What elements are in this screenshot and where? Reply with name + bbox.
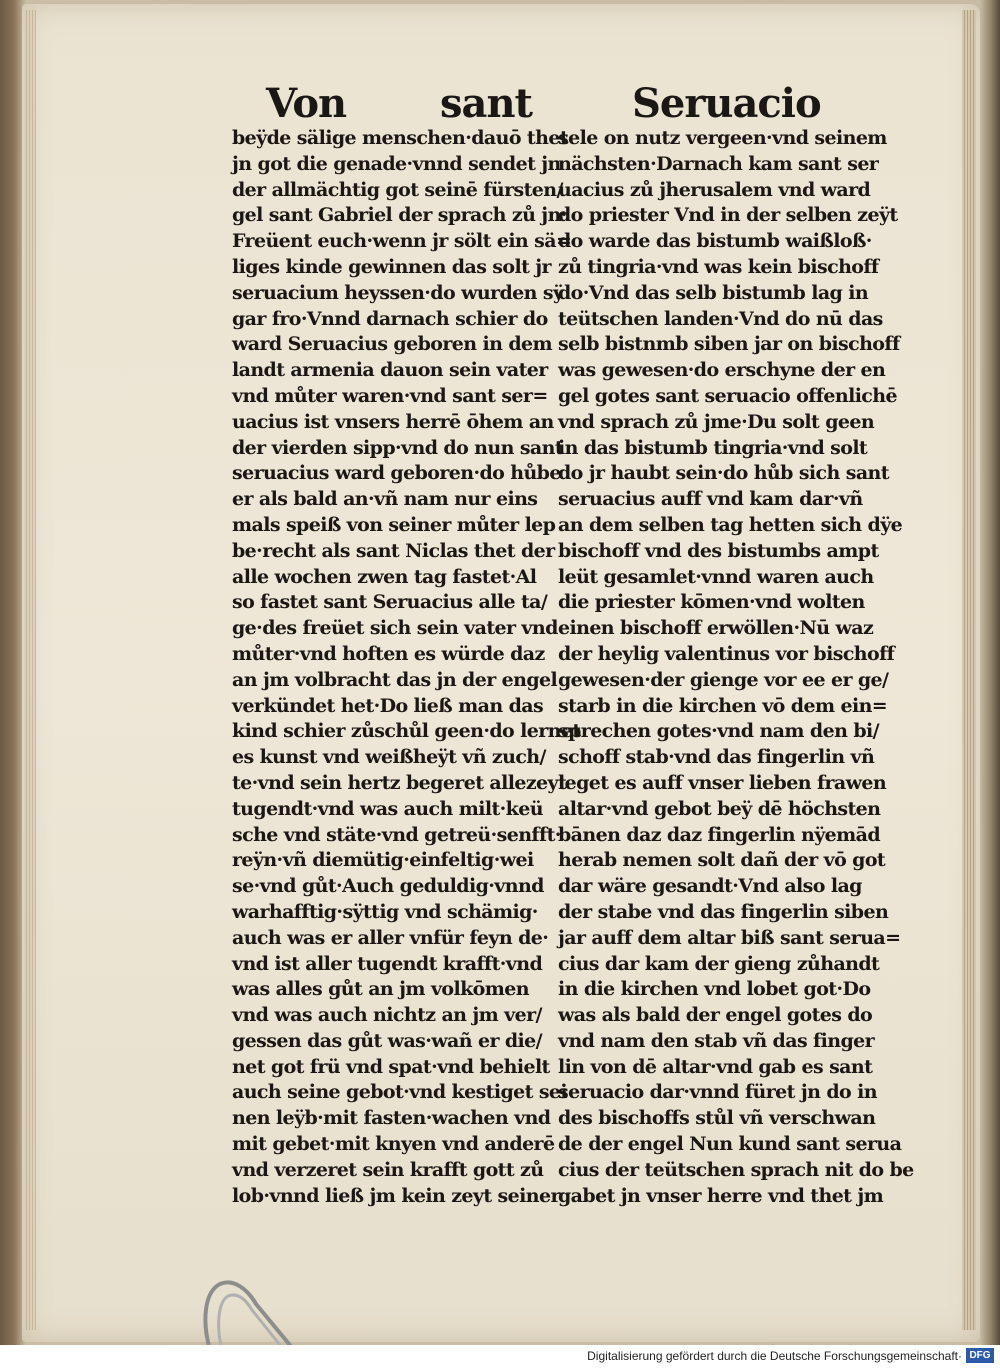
header-word-von: Von — [266, 80, 347, 127]
footer-bar — [0, 1345, 1000, 1368]
text-line: leüt gesamlet·vnnd waren auch — [558, 565, 874, 588]
text-line: in das bistumb tingria·vnd solt — [558, 436, 868, 459]
text-line: gabet jn vnser herre vnd thet jm — [558, 1184, 884, 1207]
text-line: do jr haubt sein·do hůb sich sant — [558, 462, 889, 485]
text-line: dar wäre gesandt·Vnd also lag — [558, 875, 862, 898]
text-line: der allmächtig got seinē fürsten/ — [232, 178, 563, 201]
text-line: altar·vnd gebot beÿ dē höchsten — [558, 797, 881, 820]
text-line: sele on nutz vergeen·vnd seinem — [558, 127, 887, 149]
text-line: do warde das bistumb waißloß· — [558, 230, 872, 253]
dfg-logo[interactable]: DFG — [966, 1348, 994, 1363]
text-line: verkündet het·Do ließ man das — [232, 694, 544, 717]
text-line: vnd můter waren·vnd sant ser= — [232, 384, 548, 407]
text-line: einen bischoff erwöllen·Nū waz — [558, 617, 874, 640]
text-line: jar auff dem altar biß sant serua= — [558, 926, 901, 949]
text-line: der stabe vnd das fingerlin siben — [558, 900, 889, 923]
footer-credit: Digitalisierung gefördert durch die Deutsche Forschungsgemeinschaft· — [587, 1349, 962, 1363]
text-line: in die kirchen vnd lobet got·Do — [558, 978, 871, 1001]
text-line: warhafftig·sÿttig vnd schämig· — [232, 900, 538, 923]
text-line: vnd verzeret sein krafft gott zů — [232, 1158, 544, 1181]
text-line: do·Vnd das selb bistumb lag in — [558, 281, 869, 304]
text-line: herab nemen solt dañ der vō got — [558, 849, 886, 872]
text-line: selb bistnmb siben jar on bischoff — [558, 333, 900, 356]
text-line: starb in die kirchen vō dem ein= — [558, 694, 888, 717]
text-line: auch seine gebot·vnd kestiget sei — [232, 1081, 568, 1104]
header-word-seruacio: Seruacio — [632, 80, 821, 127]
text-line: cius dar kam der gieng zůhandt — [558, 952, 880, 975]
page-edges-left — [24, 10, 36, 1330]
text-line: bānen daz daz fingerlin nÿemād — [558, 823, 881, 846]
text-line: můter·vnd hoften es würde daz — [232, 642, 545, 665]
text-line: Freüent euch·wenn jr sölt ein sä= — [232, 230, 572, 253]
text-line: gel gotes sant seruacio offenlichē — [558, 384, 897, 407]
text-line: was alles gůt an jm volkōmen — [232, 978, 529, 1001]
text-line: beÿde sälige menschen·dauō thet — [232, 127, 568, 149]
text-line: kind schier zůschůl geen·do lernet — [232, 720, 581, 743]
text-line: de der engel Nun kund sant serua — [558, 1133, 902, 1156]
page-edges-right — [962, 10, 976, 1330]
text-line: der vierden sipp·vnd do nun sant — [232, 436, 564, 459]
text-line: was als bald der engel gotes do — [558, 1004, 873, 1027]
text-line: cius der teütschen sprach nit do be — [558, 1158, 914, 1181]
text-line: uacius ist vnsers herrē ōhem an — [232, 410, 554, 433]
text-line: es kunst vnd weißheÿt vñ zuch/ — [232, 746, 546, 769]
text-line: nen leÿb·mit fasten·wachen vnd — [232, 1107, 551, 1130]
text-line: ge·des freüet sich sein vater vnd — [232, 617, 558, 640]
text-line: jn got die genade·vnnd sendet jn — [232, 152, 561, 175]
text-line: des bischoffs stůl vñ verschwan — [558, 1107, 876, 1130]
text-line: seruacius ward geboren·do hůbe — [232, 462, 561, 485]
text-line: gessen das gůt was·wañ er die/ — [232, 1029, 543, 1052]
text-line: lob·vnnd ließ jm kein zeyt seiner — [232, 1184, 560, 1207]
text-line: leget es auff vnser lieben frawen — [558, 771, 887, 794]
text-line: sprechen gotes·vnd nam den bi/ — [558, 720, 879, 743]
text-line: gel sant Gabriel der sprach zů jn· — [232, 204, 567, 227]
text-line: auch was er aller vnfür feyn de· — [232, 926, 549, 949]
text-line: seruacius auff vnd kam dar·vñ — [558, 488, 863, 511]
text-line: so fastet sant Seruacius alle ta/ — [232, 591, 548, 614]
text-line: liges kinde gewinnen das solt jr — [232, 255, 551, 278]
text-line: uacius zů jherusalem vnd ward — [558, 178, 871, 201]
text-line: vnd was auch nichtz an jm ver/ — [232, 1004, 542, 1027]
text-line: ward Seruacius geboren in dem — [232, 333, 553, 356]
text-line: vnd ist aller tugendt krafft·vnd — [232, 952, 543, 975]
text-line: der heylig valentinus vor bischoff — [558, 642, 895, 665]
text-line: landt armenia dauon sein vater — [232, 359, 548, 382]
text-line: gar fro·Vnnd darnach schier do — [232, 307, 548, 330]
text-line: zů tingria·vnd was kein bischoff — [558, 255, 879, 278]
text-line: be·recht als sant Niclas thet der — [232, 539, 555, 562]
text-line: reÿn·vñ diemütig·einfeltig·wei — [232, 849, 534, 872]
text-line: vnd nam den stab vñ das finger — [558, 1029, 875, 1052]
text-line: schoff stab·vnd das fingerlin vñ — [558, 746, 875, 769]
text-line: gewesen·der gienge vor ee er ge/ — [558, 668, 889, 691]
text-line: mals speiß von seiner můter lep — [232, 513, 556, 536]
text-line: te·vnd sein hertz begeret allezeyt — [232, 771, 567, 794]
text-line: do priester Vnd in der selben zeÿt — [558, 204, 898, 227]
text-line: alle wochen zwen tag fastet·Al — [232, 565, 537, 588]
left-text-column — [232, 126, 581, 1209]
text-line: vnd sprach zů jme·Du solt geen — [558, 410, 875, 433]
text-line: seruacium heyssen·do wurden sÿ — [232, 281, 564, 304]
text-line: lin von dē altar·vnd gab es sant — [558, 1055, 873, 1078]
text-line: er als bald an·vñ nam nur eins — [232, 488, 538, 511]
text-line: nächsten·Darnach kam sant ser — [558, 152, 879, 175]
text-line: se·vnd gůt·Auch geduldig·vnnd — [232, 875, 544, 898]
text-line: seruacio dar·vnnd füret jn do in — [558, 1081, 877, 1104]
text-line: an dem selben tag hetten sich dÿe — [558, 513, 903, 536]
text-line: bischoff vnd des bistumbs ampt — [558, 539, 879, 562]
text-line: net got frü vnd spat·vnd behielt — [232, 1055, 550, 1078]
text-line: was gewesen·do erschyne der en — [558, 359, 886, 382]
right-text-column — [558, 126, 914, 1209]
text-line: mit gebet·mit knyen vnd anderē — [232, 1133, 555, 1156]
text-line: sche vnd stäte·vnd getreü·senfft· — [232, 823, 561, 846]
text-line: die priester kōmen·vnd wolten — [558, 591, 865, 614]
text-line: tugendt·vnd was auch milt·keü — [232, 797, 543, 820]
text-line: an jm volbracht das jn der engel — [232, 668, 558, 691]
header-word-sant: sant — [440, 80, 532, 127]
paperclip-icon — [196, 1272, 308, 1352]
text-line: teütschen landen·Vnd do nū das — [558, 307, 883, 330]
